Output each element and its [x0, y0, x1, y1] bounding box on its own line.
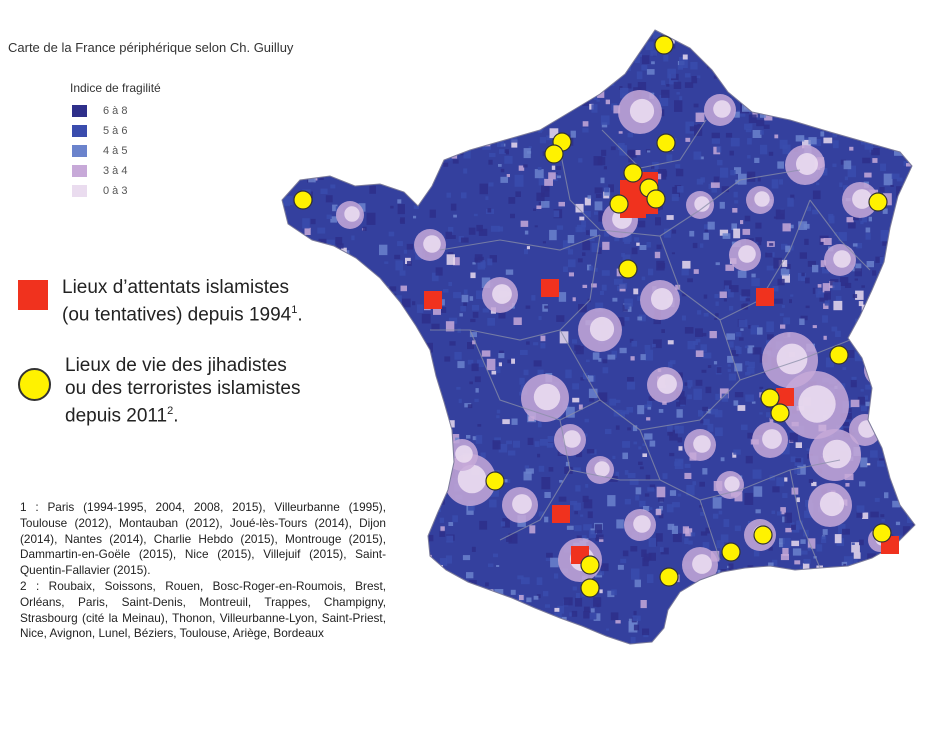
legend-swatch	[72, 105, 87, 117]
jihadist-marker	[771, 404, 789, 422]
yellow-circle-icon	[18, 368, 51, 401]
jihadist-marker	[581, 556, 599, 574]
jihadist-marker	[869, 193, 887, 211]
legend-swatch	[72, 125, 87, 137]
footnotes	[20, 500, 386, 642]
jihadist-marker	[294, 191, 312, 209]
attacks-line-2: (ou tentatives) depuis 1994	[62, 304, 292, 326]
jihadist-marker	[647, 190, 665, 208]
jihadist-marker	[624, 164, 642, 182]
jihadist-marker	[619, 260, 637, 278]
map-title: Carte de la France périphérique selon Ch. Guilluy	[8, 40, 294, 55]
jihadist-marker	[657, 134, 675, 152]
attacks-end: .	[297, 304, 303, 326]
legend-item	[72, 141, 127, 161]
jihadist-marker	[486, 472, 504, 490]
legend-item	[72, 101, 127, 121]
jihadist-marker	[545, 145, 563, 163]
legend-label: 3 à 4	[103, 165, 128, 177]
jihadists-line-3: depuis 2011	[65, 405, 168, 427]
jihadist-marker	[655, 36, 673, 54]
legend-swatch	[72, 165, 87, 177]
legend-jihadists	[18, 354, 300, 427]
legend-attacks	[18, 276, 303, 326]
legend-label: 0 à 3	[103, 185, 128, 197]
attack-marker-dijon	[756, 288, 774, 306]
attack-marker-nantes	[424, 291, 442, 309]
red-square-icon	[18, 280, 48, 310]
legend-label: 4 à 5	[103, 145, 128, 157]
jihadist-marker	[660, 568, 678, 586]
jihadist-marker	[581, 579, 599, 597]
attack-marker-montauban	[552, 505, 570, 523]
legend-label: 6 à 8	[103, 105, 128, 117]
jihadists-end: .	[173, 405, 179, 427]
legend-title: Indice de fragilité	[70, 81, 161, 95]
legend-swatch	[72, 185, 87, 197]
attacks-footnote-ref: 1	[291, 304, 298, 316]
jihadists-line-2: ou des terroristes islamistes	[65, 378, 301, 399]
footnote-2: 2 : Roubaix, Soissons, Rouen, Bosc-Roger-en-Roumois, Brest, Orléans, Paris, Saint-Denis, Montreuil, Trappes, Champigny, Strasbourg (cité la Meinau), Thonon, Villeurbanne-Lyon, Saint-Priest, Nice, Avignon, Lunel, Béziers, Toulouse, Ariège, Bordeaux	[20, 578, 386, 641]
legend-item	[72, 121, 127, 141]
jihadist-marker	[610, 195, 628, 213]
jihadist-marker	[754, 526, 772, 544]
attacks-line-1: Lieux d’attentats islamistes	[62, 277, 290, 298]
jihadist-marker	[722, 543, 740, 561]
legend-swatch	[72, 145, 87, 157]
footnote-1: 1 : Paris (1994-1995, 2004, 2008, 2015), Villeurbanne (1995), Toulouse (2012), Montauban (2012), Joué-lès-Tours (2014), Dijon (2014), Nantes (2014), Charlie Hebdo (2015), Montrouge (2015), Dammartin-en-Goële (2015), Nice (2015), Villejuif (2015), Saint-Quentin-Fallavier (2015).	[20, 500, 386, 578]
legend-scale	[72, 101, 127, 201]
legend-item	[72, 181, 127, 201]
attack-marker-joue-les-tours	[541, 279, 559, 297]
jihadist-marker	[873, 524, 891, 542]
jihadists-line-1: Lieux de vie des jihadistes	[65, 355, 287, 376]
legend-label: 5 à 6	[103, 125, 128, 137]
jihadist-marker	[830, 346, 848, 364]
jihadists-footnote-ref: 2	[167, 405, 174, 417]
legend-item	[72, 161, 127, 181]
